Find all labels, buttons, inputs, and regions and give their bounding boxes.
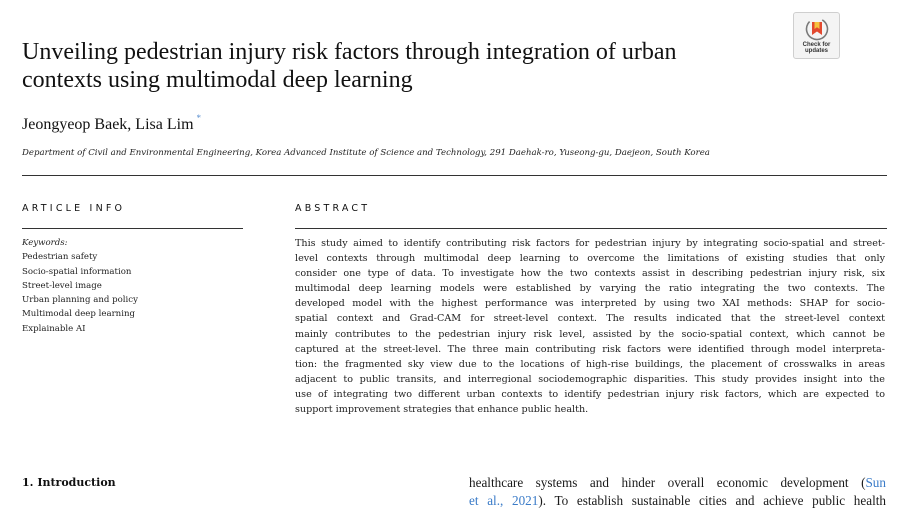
abstract-body	[295, 236, 885, 417]
article-title-line-1: Unveiling pedestrian injury risk factors through integration of urban	[22, 38, 782, 66]
affiliation: Department of Civil and Environmental Engineering, Korea Advanced Institute of Science and Technology, 291 Daehak-ro, Yuseong-gu, Daejeon, South Korea	[22, 148, 710, 158]
abstract-line: developed model with the highest performance was interpreted by using two XAI methods: SHAP for socio-	[295, 296, 885, 311]
abstract-divider	[295, 228, 887, 229]
introduction-line: et al., 2021). To establish sustainable cities and achieve public health	[469, 492, 886, 509]
citation-link[interactable]: Sun	[865, 475, 886, 490]
abstract-heading: ABSTRACT	[295, 203, 370, 214]
corresponding-author-mark[interactable]: *	[197, 113, 202, 123]
keyword-item: Multimodal deep learning	[22, 307, 242, 321]
abstract-line: This study aimed to identify contributing risk factors for pedestrian injury by integrating socio-spatial and street-	[295, 236, 885, 251]
keywords-label: Keywords:	[22, 236, 242, 250]
abstract-line: consider one type of data. To investigate how the two contexts assist in describing pedestrian injury risk, six	[295, 266, 885, 281]
keywords-list	[22, 236, 242, 336]
introduction-line: healthcare systems and hinder overall economic development (Sun	[469, 474, 886, 492]
abstract-line: level contexts through multimodal deep learning to overcome the limitations of existing studies that only	[295, 251, 885, 266]
keyword-item: Socio-spatial information	[22, 265, 242, 279]
abstract-line: multimodal deep learning models were established by varying the ratio integrating the two contexts. The	[295, 281, 885, 296]
abstract-line: tion: the fragmented sky view due to the locations of high-rise buildings, the placement of crosswalks in areas	[295, 357, 885, 372]
abstract-line: support improvement strategies that enhance public health.	[295, 402, 885, 417]
citation-link[interactable]: et al., 2021	[469, 493, 538, 508]
keyword-item: Explainable AI	[22, 322, 242, 336]
article-title-line-2: contexts using multimodal deep learning	[22, 66, 782, 94]
introduction-body	[469, 474, 886, 509]
author-names: Jeongyeop Baek, Lisa Lim	[22, 116, 194, 133]
header-divider	[22, 175, 887, 176]
introduction-heading: 1. Introduction	[22, 476, 116, 489]
article-info-heading: ARTICLE INFO	[22, 203, 125, 214]
keyword-item: Pedestrian safety	[22, 250, 242, 264]
check-for-updates-badge[interactable]	[793, 12, 840, 59]
keyword-item: Urban planning and policy	[22, 293, 242, 307]
check-for-updates-label: Check for updates	[794, 42, 839, 54]
abstract-line: use of integrating two different urban contexts to identify pedestrian injury risk factors, which are expected to	[295, 387, 885, 402]
article-title	[22, 38, 782, 94]
abstract-line: captured at the street-level. The three main contributing risk factors were identified through model interpreta-	[295, 342, 885, 357]
abstract-line: mainly contributes to the pedestrian injury risk level, assisted by the socio-spatial context, which cannot be	[295, 327, 885, 342]
check-for-updates-icon	[805, 17, 829, 41]
keyword-item: Street-level image	[22, 279, 242, 293]
abstract-line: adjacent to public transits, and interregional sociodemographic disparities. This study provides insight into the	[295, 372, 885, 387]
abstract-line: spatial context and Grad-CAM for street-level context. The results indicated that the street-level context	[295, 311, 885, 326]
author-list	[22, 113, 201, 134]
article-info-divider	[22, 228, 243, 229]
